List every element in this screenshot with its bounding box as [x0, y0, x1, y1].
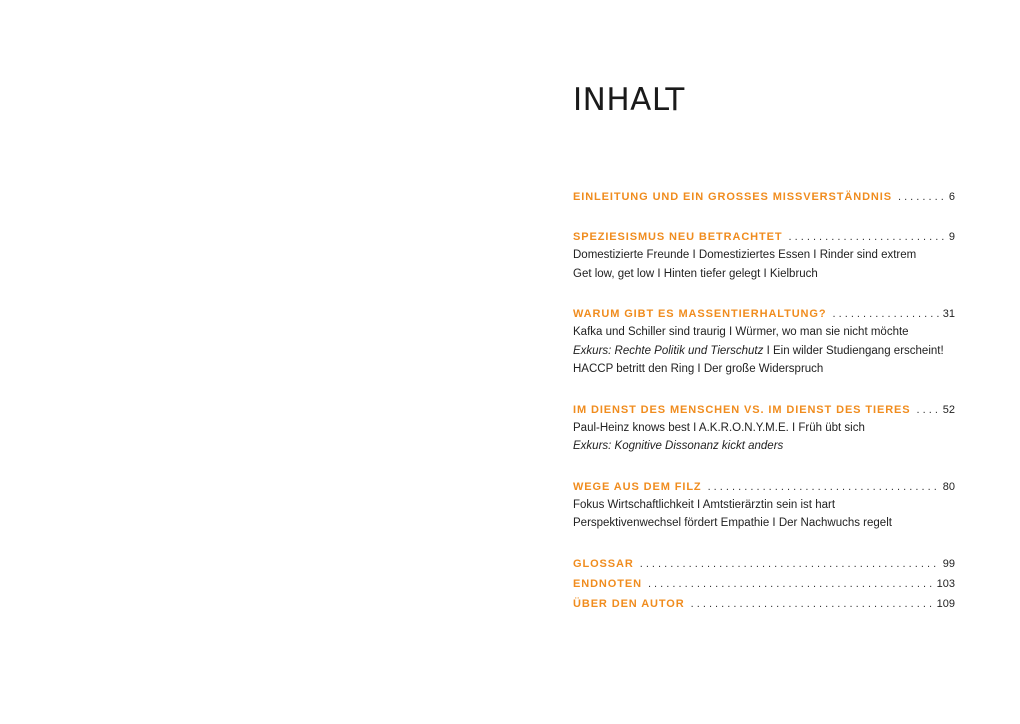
- chapter-heading-row: [573, 595, 955, 613]
- chapter-heading-row: [573, 305, 955, 323]
- subsection-line: Domestizierte Freunde I Domestiziertes Essen I Rinder sind extrem: [573, 249, 917, 261]
- dot-leader: [648, 575, 933, 593]
- subsection-line: Fokus Wirtschaftlichkeit I Amtstierärztin sein ist hart: [573, 498, 836, 511]
- chapter-heading: WARUM GIBT ES MASSENTIERHALTUNG?: [573, 308, 827, 320]
- chapter-heading: GLOSSAR: [573, 557, 634, 570]
- excursus-title: Exkurs: Kognitive Dissonanz kickt anders: [573, 440, 784, 452]
- chapter-glossar: [573, 555, 955, 573]
- page-number: 109: [936, 597, 955, 610]
- chapter-ueber-den-autor: [573, 595, 955, 613]
- dot-leader: [789, 228, 945, 246]
- chapter-heading-row: [573, 188, 955, 206]
- dot-leader: [640, 555, 939, 573]
- subsection-line: [573, 342, 955, 361]
- page-number: 80: [942, 480, 955, 493]
- dot-leader: [832, 305, 938, 323]
- chapter-heading: EINLEITUNG UND EIN GROSSES MISSVERSTÄNDNIS: [573, 191, 892, 203]
- page-number: 103: [936, 577, 955, 590]
- chapter-heading-row: [573, 575, 955, 593]
- chapter-im-dienst: [573, 401, 955, 456]
- chapter-list: [573, 188, 955, 613]
- subsection-line: Get low, get low I Hinten tiefer gelegt I Kielbruch: [573, 267, 818, 280]
- chapter-heading-row: [573, 478, 955, 496]
- chapter-heading: WEGE AUS DEM FILZ: [573, 480, 702, 493]
- chapter-heading-row: [573, 555, 955, 573]
- chapter-heading: SPEZIESISMUS NEU BETRACHTET: [573, 231, 783, 243]
- subsection-line: [573, 437, 955, 456]
- chapter-einleitung: [573, 188, 955, 206]
- page-number: 31: [942, 308, 955, 320]
- dot-leader: [708, 478, 939, 496]
- table-of-contents: [573, 82, 955, 615]
- chapter-heading: IM DIENST DES MENSCHEN VS. IM DIENST DES TIERES: [573, 403, 911, 416]
- page-number: 9: [948, 231, 955, 243]
- chapter-heading-row: [573, 401, 955, 419]
- chapter-speziesismus: [573, 228, 955, 283]
- chapter-heading-row: [573, 228, 955, 246]
- subsection-line: Kafka und Schiller sind traurig I Würmer, wo man sie nicht möchte: [573, 326, 909, 338]
- chapter-heading: ENDNOTEN: [573, 577, 642, 590]
- subsection-line: Paul-Heinz knows best I A.K.R.O.N.Y.M.E. I Früh übt sich: [573, 421, 865, 434]
- chapter-massentierhaltung: [573, 305, 955, 379]
- page-number: 52: [942, 403, 955, 416]
- subsection-text: I Ein wilder Studiengang erscheint!: [766, 344, 944, 357]
- page-number: 6: [948, 191, 955, 203]
- subsection-line: Perspektivenwechsel fördert Empathie I Der Nachwuchs regelt: [573, 517, 892, 529]
- chapter-heading: ÜBER DEN AUTOR: [573, 597, 685, 610]
- toc-title: INHALT: [573, 82, 685, 118]
- dot-leader: [898, 188, 945, 206]
- dot-leader: [917, 401, 939, 419]
- excursus-title: Exkurs: Rechte Politik und Tierschutz: [573, 344, 764, 357]
- chapter-endnoten: [573, 575, 955, 593]
- dot-leader: [691, 595, 933, 613]
- page-number: 99: [942, 557, 955, 570]
- chapter-wege-aus-dem-filz: [573, 478, 955, 533]
- subsection-line: HACCP betritt den Ring I Der große Widerspruch: [573, 363, 824, 375]
